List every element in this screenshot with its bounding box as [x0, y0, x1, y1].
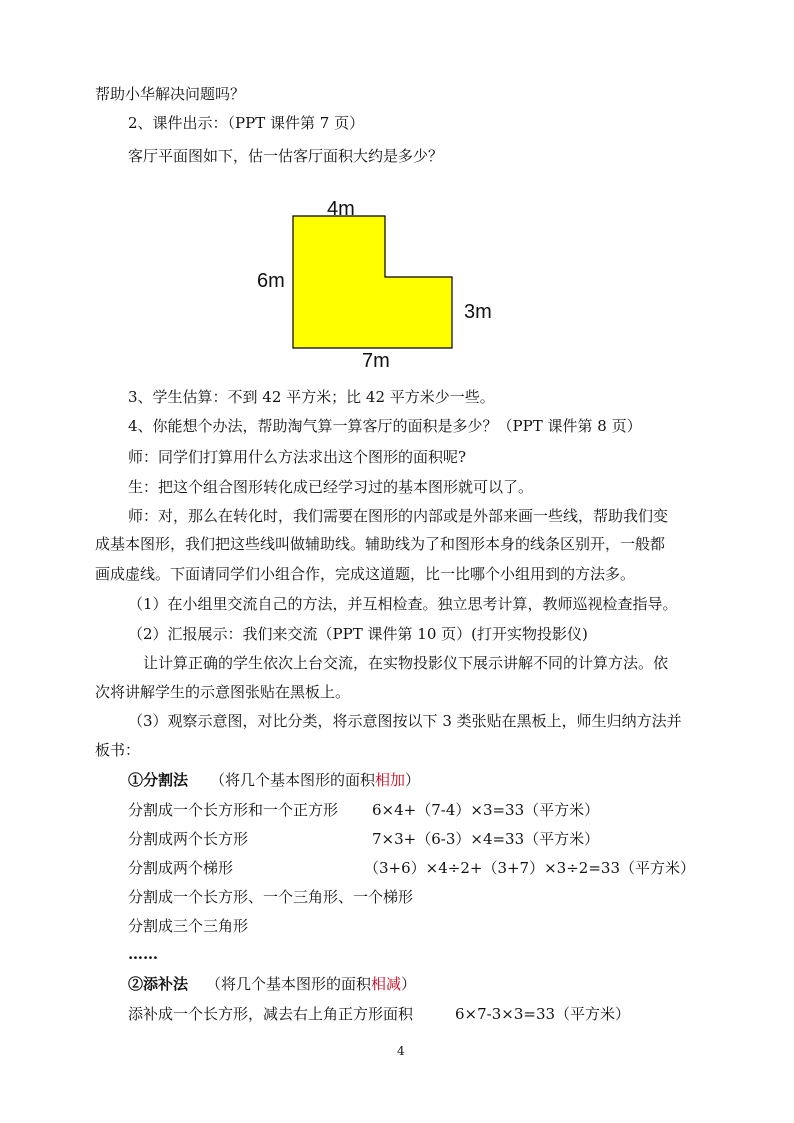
method1-row-desc: 分割成两个梯形: [128, 859, 234, 877]
method2-row-formula: 6×7-3×3=33（平方米）: [455, 1005, 631, 1023]
method1-note-suffix: ）: [405, 771, 421, 789]
text-line-10: 画成虚线。下面请同学们小组合作，完成这道题，比一比哪个小组用到的方法多。: [95, 565, 636, 583]
method2-row-desc: 添补成一个长方形，减去右上角正方形面积: [128, 1005, 414, 1023]
method1-row-desc: 分割成一个长方形和一个正方形: [128, 801, 339, 819]
room-shape: [293, 216, 452, 348]
method1-title: ①分割法: [128, 771, 189, 789]
label-left-6m: 6m: [257, 270, 285, 292]
method2-title: ②添补法: [128, 975, 189, 993]
method1-note-prefix: （将几个基本图形的面积: [210, 771, 376, 789]
room-floor-plan-svg: [250, 196, 510, 376]
text-line-8: 师：对，那么在转化时，我们需要在图形的内部或是外部来画一些线，帮助我们变: [128, 507, 669, 525]
method2-note-highlight: 相减: [371, 975, 402, 993]
text-line-6: 师：同学们打算用什么方法求出这个图形的面积呢?: [128, 448, 467, 466]
method1-row-formula: 6×4+（7-4）×3=33（平方米）: [372, 801, 600, 819]
text-line-12: （2）汇报展示：我们来交流（PPT 课件第 10 页）(打开实物投影仪): [128, 625, 588, 643]
room-floor-plan-figure: [250, 196, 510, 376]
text-line-9: 成基本图形，我们把这些线叫做辅助线。辅助线为了和图形本身的线条区别开，一般都: [95, 535, 666, 553]
method1-row-desc: 分割成三个三角形: [128, 917, 249, 935]
text-line-15: （3）观察示意图，对比分类，将示意图按以下 3 类张贴在黑板上，师生归纳方法并: [128, 712, 682, 730]
method1-note-highlight: 相加: [375, 771, 406, 789]
text-line-2: 2、课件出示：（PPT 课件第 7 页）: [128, 114, 365, 132]
text-line-4: 3、学生估算：不到 42 平方米；比 42 平方米少一些。: [128, 388, 495, 406]
method2-heading: [128, 974, 416, 994]
method1-row-formula: （3+6）×4÷2+（3+7）×3÷2=33（平方米）: [364, 859, 695, 877]
method2-note-prefix: （将几个基本图形的面积: [206, 975, 372, 993]
method1-row-formula: 7×3+（6-3）×4=33（平方米）: [372, 830, 600, 848]
method1-row-desc: 分割成一个长方形、一个三角形、一个梯形: [128, 888, 414, 906]
text-line-5: 4、你能想个办法，帮助淘气算一算客厅的面积是多少？（PPT 课件第 8 页）: [128, 417, 642, 435]
label-bottom-7m: 7m: [362, 350, 390, 372]
label-right-3m: 3m: [464, 301, 492, 323]
text-line-16: 板书：: [95, 741, 141, 759]
method1-heading: [128, 770, 420, 790]
text-line-3: 客厅平面图如下，估一估客厅面积大约是多少？: [128, 147, 444, 165]
text-line-7: 生：把这个组合图形转化成已经学习过的基本图形就可以了。: [128, 478, 534, 496]
ellipsis: ……: [128, 945, 158, 963]
text-line-14: 次将讲解学生的示意图张贴在黑板上。: [95, 683, 351, 701]
text-line-13: 让计算正确的学生依次上台交流，在实物投影仪下展示讲解不同的计算方法。依: [143, 654, 669, 672]
method2-note-suffix: ）: [401, 975, 417, 993]
text-line-11: （1）在小组里交流自己的方法，并互相检查。独立思考计算，教师巡视检查指导。: [128, 595, 678, 613]
text-line-1: 帮助小华解决问题吗？: [95, 85, 246, 103]
page-number: 4: [397, 1044, 405, 1058]
label-top-4m: 4m: [327, 198, 355, 220]
method1-row-desc: 分割成两个长方形: [128, 830, 249, 848]
